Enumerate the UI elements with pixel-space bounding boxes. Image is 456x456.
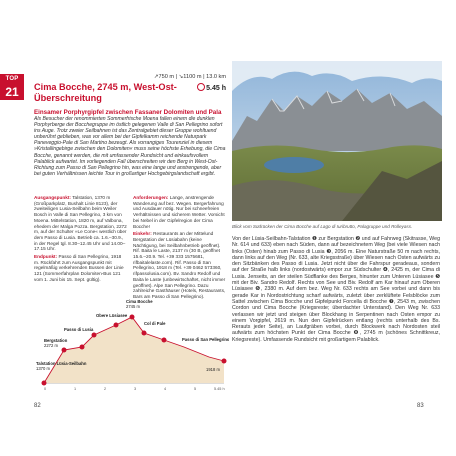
info-refreshments: Einkehr: Restaurants an der Mittelund Bergstation der Lüsiabahn (keine Nächtigung, bei Seilbahnbetrieb geöffnet). Rif. Baita le Laste, 2137 m (30 B, geöffnet 15.6.–20.9. Tel. +39 333 1575681, rifbaitalelaste.com). Rif. Passo di San Pellegrino, 1918 m (Tel. +39 0462 573360, rifpassolusia.com). Bv. Sandro Redolf und Baita le Laste (unbewirtschaftet, nicht immer geöffnet). Alpe San Pellegrino. Dazu zahlreiche Gasthäuser (Hotels, Restaurants, Bars am Passo di San Pellegrino).	[133, 231, 226, 299]
svg-text:0: 0	[44, 387, 47, 391]
tour-intro: Als Besucher der renommierten Sommerfrische Moena fallen einem die dunklen Porphyrberge der Bocchegruppe im östlich gelegenen Valle di San Pellegrino sofort ins Auge. Trotz zweier Seilbahnen ist das Zentralgebiet dieser Gruppe wohltuend unberührt geblieben, was vor allem bei der Gipfelkamm reichende Naturpark Paneveggio-Pale di San Martino bezeugt. Als vorrangiges Tourenziel in diesem »Kristallingebirge zwischen den Dolomiten« muss seine höchste Erhebung, die Cima Bocche, genannt werden, die mit umfassender Rundsicht und einkaufsvollem Palablick aufwartet. Im vorliegenden Fall überschreiten wir den Berg in West-Ost-Richtung zum Passo di San Pellegrino hin, was eine lange und anstrengende, aber bei guten Verhältnissen leichte Tour in großartiger Hochgebirgslandschaft ergibt.	[34, 116, 226, 177]
label-cima-elev: 2745 m	[126, 304, 140, 309]
info-column-left	[34, 195, 127, 283]
label-passo-pellegrino: Passo di San Pellegrino	[182, 337, 229, 342]
top-badge: TOP	[0, 74, 24, 84]
svg-text:2: 2	[104, 387, 107, 391]
page-number-right: 83	[417, 403, 424, 409]
mountain-photo	[232, 61, 442, 221]
tour-subtitle: Einsamer Porphyrgipfel zwischen Fassaner Dolomiten und Pala	[34, 109, 222, 116]
photo-caption: Blick vom Südrücken der Cima Bocche auf Lago di Iuribrutto, Palagruppe und Rolleyass.	[232, 224, 413, 229]
label-bergstation: Bergstation	[44, 338, 68, 343]
tour-stats: ↗750 m | ↘1100 m | 13.0 km	[153, 74, 226, 80]
info-column-right	[133, 195, 226, 300]
label-col-pale: Col di Pale	[144, 321, 166, 326]
svg-text:1: 1	[74, 387, 77, 391]
info-start: Ausgangspunkt: Talstation, 1370 m (Großparkplatz, Bushalt Linie 8123), der zweiteiligen Lusia-Seilbahn beim Weiler Bosch in Valle di San Pellegrino, 3 km von Moena. Mittelstation, 1820 m, auf Valbona, ehedem der Malga Pozza. Bergstation, 2272 m, auf der Schulter »Le Cone« westlich über dem Passo di Lusia. Betrieb ca. 1.6.–30.9., in der Regel tgl. 8.30–12.45 Uhr und 14.00–17.15 Uhr.	[34, 195, 127, 252]
label-passo-lusia: Passo di Lusia	[64, 327, 94, 332]
label-pell-elev: 1918 m	[206, 367, 220, 372]
clock-icon	[197, 83, 205, 91]
tour-title: Cima Bocche, 2745 m, West-Ost-Überschreitung	[34, 82, 177, 103]
page-number-left: 82	[34, 403, 41, 409]
svg-text:3: 3	[134, 387, 137, 391]
label-cima-bocche: Cima Bocche	[126, 299, 153, 304]
svg-text:4: 4	[164, 387, 167, 391]
info-end: Endpunkt: Passo di San Pellegrino, 1918 m. Rückfahrt zum Ausgangspunkt mit regelmäßig verkehrenden Bussen der Linie 121 (Sommerfahrplan Dolomiten-Bus 121 vom 1. Juni bis 15. Sept. gültig).	[34, 254, 124, 282]
label-talstation: Talstation Lüsia-Seilbahn	[36, 361, 87, 366]
duration-value: 5.45 h	[206, 85, 226, 92]
svg-text:5.45 h: 5.45 h	[214, 387, 225, 391]
label-berg-elev: 2272 m	[44, 343, 58, 348]
route-description: Von der Lüsia-Seilbahn-Talstation ❶ zur Bergstation ❷ und auf Fahrweg (Skitrasse, Weg Nr. 614 und 633) eben nach Süden, dann auf bezeichnetem Weg (bei viele Wiesen nach links (Osten) hinab zum Passo di Lusia ❸, 2056 m. Eine Naturstraße 50 m nach rechts, dann links auf den Weg (Nr. 633, alte Kriegsstraße) über Wiesen nach Osten aufwärts zu den Sitzbänken des Passo di Lusia. Jetzt nicht über die Fahrspur geradeaus, sondern auf der Straße halb links (nordostwärts) empor zur Südschulter ❹, 2425 m, der Cima di Lusia. Jenseits, an der steilen Südflanke des Berges, hinunter zum Unteren Lüsiasee ❺ mit der Biv. Sandro Redolf. Rechts von See und Biv. Redolf am Kar hinauf zum Oberen Lüsiasee ❻, 2380 m. Auf dem bez. Weg Nr. 633 rechts am See vorbei und dann bis gerade Kar in Nordostrichtung scharf aufwärts, zuletzt über zerklüftete Felsblöcke zum Sattel zwischen Cima Bocche und Gipfelpunkt Forcella di Bocche ❼, 2543 m, zwischen Cordon und Cima Bocche (Kriegsreste; überdachter Unterstand). Den Weg Nr. 633 verlassen wir jetzt und steigen über Blockhang in Serpentinen nach Osten empor zu einem Vorgipfel, 2619 m. Nun den Gipfelrücken entlang (rechts unterhalb des Bs. Rerauts jeder Seite), an Laufgräben vorbei, durch Blockwerk nach Nordosten steil aufwärts zum höchsten Punkt der Cima Bocche ❽, 2745 m (schönes Schnittkreuz, Kriegsreste). Umfassende Rundsicht mit großartigem Palablick.	[232, 236, 440, 343]
tour-number-badge: 21	[0, 84, 24, 100]
label-tal-elev: 1370 m	[36, 366, 50, 371]
elevation-profile	[34, 295, 229, 395]
label-obere-see: Obere Lüsiasee	[96, 313, 128, 318]
info-requirements: Anforderungen: Lange, anstrengende Wanderung auf bez. Wegen. Bergerfahrung und Ausdauer nötig. Nur bei schneefreien Verhältnissen und sicherem Wetter. Vorsicht bei Nebel in der Gipfelregion der Cima Bocche!	[133, 195, 225, 229]
tour-duration	[170, 83, 226, 92]
svg-text:5: 5	[194, 387, 197, 391]
